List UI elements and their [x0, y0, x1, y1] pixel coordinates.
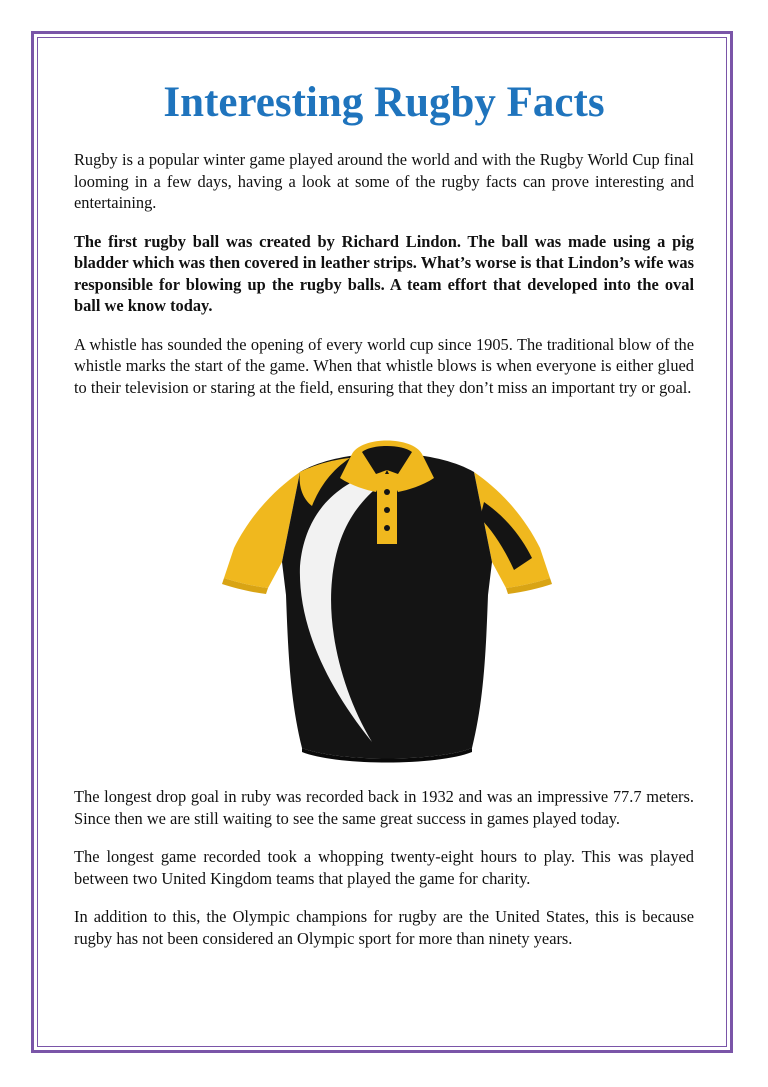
rugby-jersey-image: [222, 430, 552, 775]
document-body: [74, 72, 694, 415]
olympic-paragraph: In addition to this, the Olympic champions for rugby are the United States, this is because rugby has not been considered an Olympic sport for more than ninety years.: [74, 907, 694, 948]
jersey-button: [384, 489, 390, 495]
jersey-button: [384, 507, 390, 513]
page-title: Interesting Rugby Facts: [163, 79, 605, 126]
jersey-button: [384, 525, 390, 531]
longest-game-paragraph: The longest game recorded took a whopping twenty-eight hours to play. This was played between two United Kingdom teams that played the game for charity.: [74, 847, 694, 888]
intro-paragraph: Rugby is a popular winter game played around the world and with the Rugby World Cup final looming in a few days, having a look at some of the rugby facts can prove interesting and entertaining.: [74, 150, 694, 212]
rugby-ball-paragraph: The first rugby ball was created by Richard Lindon. The ball was made using a pig bladder which was then covered in leather strips. What’s worse is that Lindon’s wife was responsible for blowing up the rugby balls. A team effort that developed into the oval ball we know today.: [74, 231, 694, 315]
rugby-jersey-icon: [222, 430, 552, 775]
drop-goal-paragraph: The longest drop goal in ruby was recorded back in 1932 and was an impressive 77.7 meters. Since then we are still waiting to see the same great success in games played today.: [74, 787, 694, 828]
document-body-lower: [74, 786, 694, 966]
whistle-paragraph: A whistle has sounded the opening of every world cup since 1905. The traditional blow of the whistle marks the start of the game. When that whistle blows is when everyone is either glued to their television or staring at the field, ensuring that they don’t miss an important try or goal.: [74, 334, 694, 397]
